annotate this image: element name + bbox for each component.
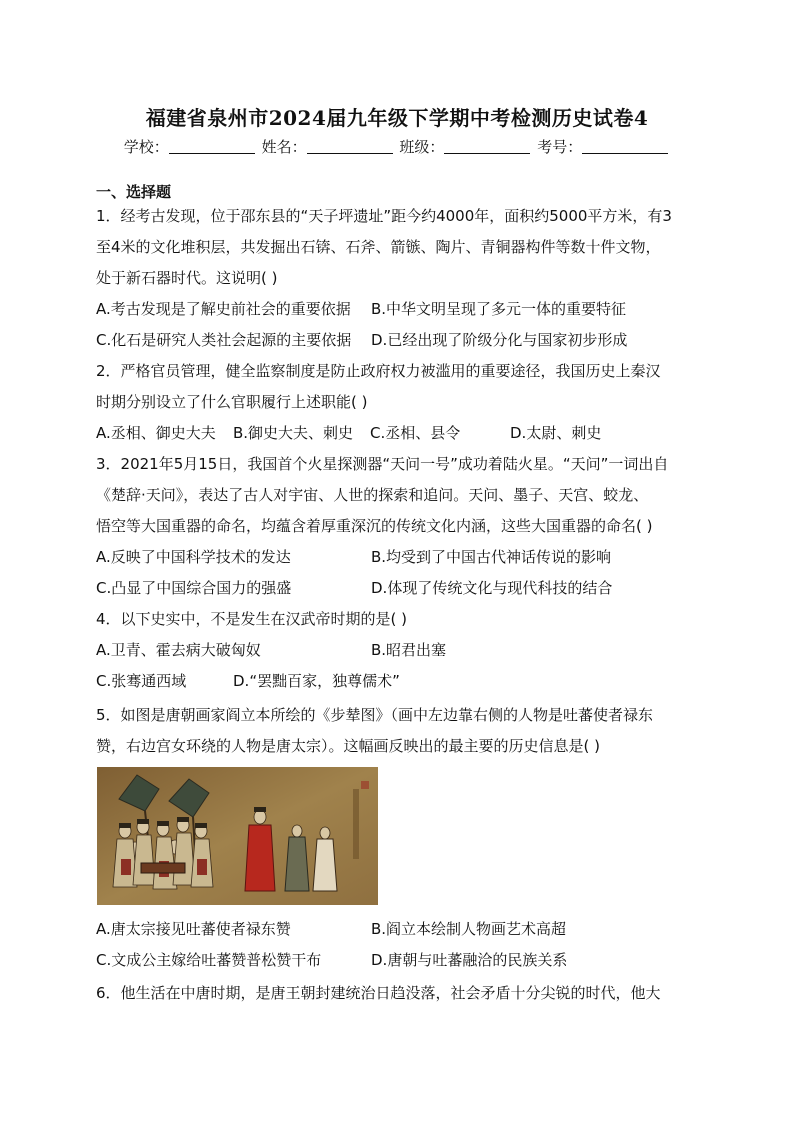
class-blank[interactable]	[444, 139, 530, 154]
q5-option-c[interactable]: C.文成公主嫁给吐蕃赞普松赞干布	[96, 951, 322, 969]
q4-option-c[interactable]: C.张骞通西域	[96, 672, 187, 690]
q4-line-1: 4．以下史实中，不是发生在汉武帝时期的是( )	[96, 610, 408, 628]
q1-option-d[interactable]: D.已经出现了阶级分化与国家初步形成	[371, 331, 628, 349]
q3-option-d[interactable]: D.体现了传统文化与现代科技的结合	[371, 579, 613, 597]
school-blank[interactable]	[169, 139, 255, 154]
q3-option-c[interactable]: C.凸显了中国综合国力的强盛	[96, 579, 292, 597]
student-info-row	[0, 136, 794, 157]
q1-option-c[interactable]: C.化石是研究人类社会起源的主要依据	[96, 331, 352, 349]
q1-line-1: 1．经考古发现，位于邵东县的“天子坪遗址”距今约4000年，面积约5000平方米，有3	[96, 207, 672, 225]
painting-image	[97, 767, 378, 905]
number-label: 考号：	[537, 138, 583, 156]
q5-option-b[interactable]: B.阎立本绘制人物画艺术高超	[371, 920, 567, 938]
q4-option-b[interactable]: B.昭君出塞	[371, 641, 447, 659]
q1-option-a[interactable]: A.考古发现是了解史前社会的重要依据	[96, 300, 351, 318]
q3-line-1: 3．2021年5月15日，我国首个火星探测器“天问一号”成功着陆火星。“天问”一词出自	[96, 455, 669, 473]
name-blank[interactable]	[307, 139, 393, 154]
page-title: 福建省泉州市2024届九年级下学期中考检测历史试卷4	[145, 106, 649, 130]
q3-line-3: 悟空等大国重器的命名，均蕴含着厚重深沉的传统文化内涵，这些大国重器的命名( )	[96, 517, 653, 535]
q5-line-2: 赞，右边宫女环绕的人物是唐太宗）。这幅画反映出的最主要的历史信息是( )	[96, 737, 600, 755]
q3-option-b[interactable]: B.均受到了中国古代神话传说的影响	[371, 548, 612, 566]
q1-line-2: 至4米的文化堆积层，共发掘出石锛、石斧、箭镞、陶片、青铜器构件等数十件文物，	[96, 238, 661, 256]
name-label: 姓名：	[261, 138, 307, 156]
number-blank[interactable]	[582, 139, 668, 154]
q2-option-b[interactable]: B.御史大夫、刺史	[233, 424, 354, 442]
q2-option-c[interactable]: C.丞相、县令	[370, 424, 461, 442]
q2-option-d[interactable]: D.太尉、刺史	[510, 424, 602, 442]
q5-line-1: 5．如图是唐朝画家阎立本所绘的《步辇图》（画中左边靠右侧的人物是吐蕃使者禄东	[96, 706, 654, 724]
q6-line-1: 6．他生活在中唐时期，是唐王朝封建统治日趋没落，社会矛盾十分尖锐的时代，他大	[96, 984, 661, 1002]
school-label: 学校：	[123, 138, 169, 156]
section-heading: 一、选择题	[96, 183, 172, 201]
bunian-painting-illustration	[97, 767, 378, 905]
class-label: 班级：	[399, 138, 445, 156]
q4-option-d[interactable]: D.“罢黜百家，独尊儒术”	[233, 672, 400, 690]
q1-option-b[interactable]: B.中华文明呈现了多元一体的重要特征	[371, 300, 627, 318]
q4-option-a[interactable]: A.卫青、霍去病大破匈奴	[96, 641, 261, 659]
q5-option-a[interactable]: A.唐太宗接见吐蕃使者禄东赞	[96, 920, 291, 938]
q3-option-a[interactable]: A.反映了中国科学技术的发达	[96, 548, 291, 566]
q2-line-2: 时期分别设立了什么官职履行上述职能( )	[96, 393, 368, 411]
q2-line-1: 2．严格官员管理，健全监察制度是防止政府权力被滥用的重要途径，我国历史上秦汉	[96, 362, 661, 380]
q2-option-a[interactable]: A.丞相、御史大夫	[96, 424, 216, 442]
q5-option-d[interactable]: D.唐朝与吐蕃融洽的民族关系	[371, 951, 568, 969]
q1-line-3: 处于新石器时代。这说明( )	[96, 269, 278, 287]
q3-line-2: 《楚辞·天问》，表达了古人对宇宙、人世的探索和追问。天问、墨子、天宫、蛟龙、	[96, 486, 649, 504]
